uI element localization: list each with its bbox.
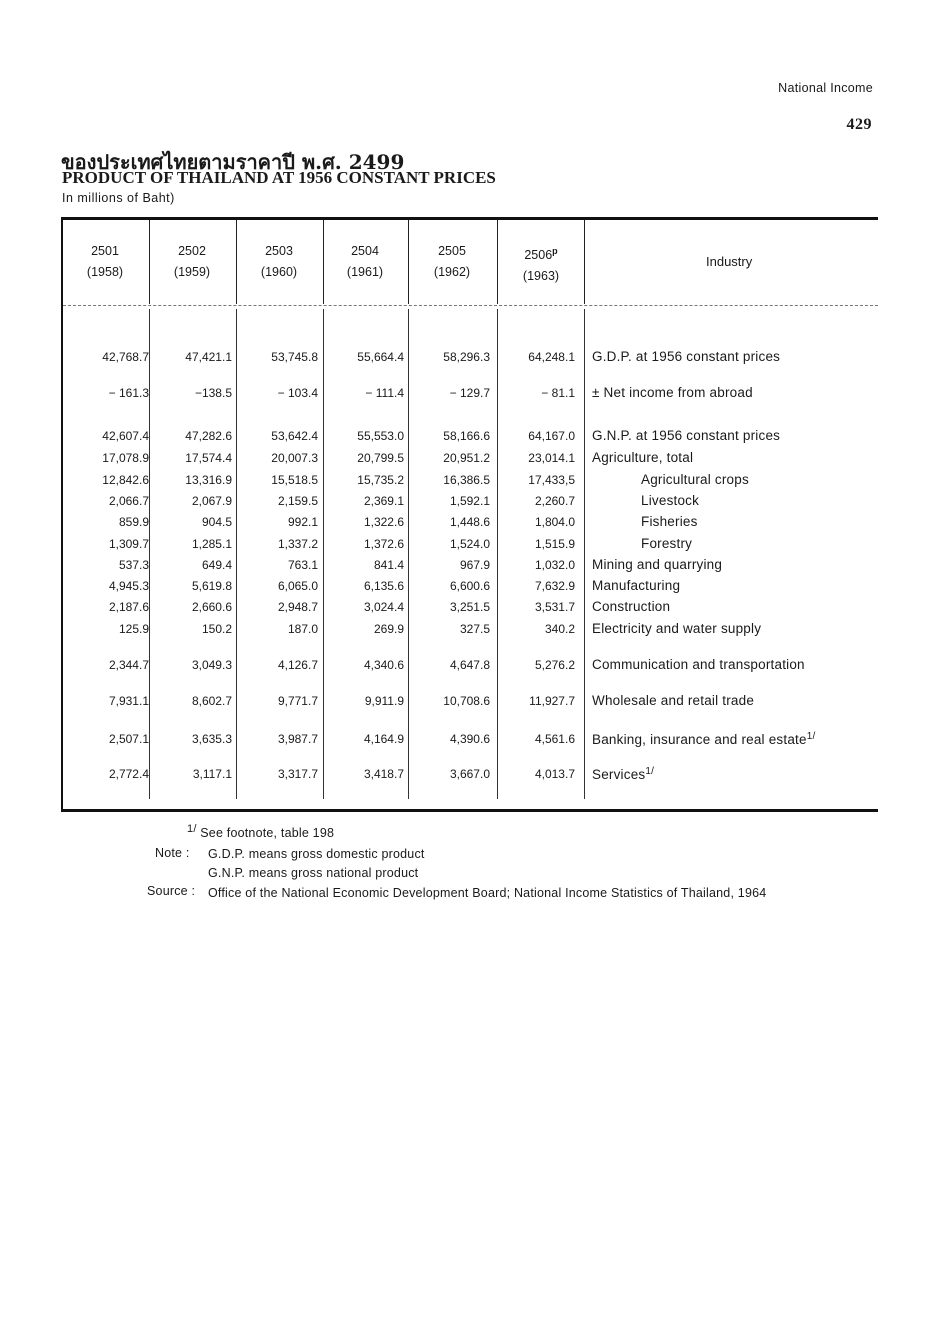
table-cell: 6,600.6 bbox=[449, 579, 490, 593]
table-cell: 3,987.7 bbox=[277, 732, 318, 746]
table-cell: 3,531.7 bbox=[534, 600, 575, 614]
table-cell: 4,126.7 bbox=[277, 658, 318, 672]
table-cell: 4,164.9 bbox=[363, 732, 404, 746]
table-cell: 2,159.5 bbox=[277, 494, 318, 508]
table-cell: 340.2 bbox=[544, 622, 575, 636]
table-cell: 2,772.4 bbox=[108, 767, 149, 781]
industry-label-text: Electricity and water supply bbox=[592, 621, 762, 636]
table-cell: 4,647.8 bbox=[449, 658, 490, 672]
industry-label-text: Fisheries bbox=[641, 514, 698, 529]
table-cell: 2,067.9 bbox=[191, 494, 232, 508]
footnote-marker: 1/ bbox=[645, 766, 655, 777]
industry-label-text: Wholesale and retail trade bbox=[592, 693, 755, 708]
table-cell: 3,418.7 bbox=[363, 767, 404, 781]
table-cell: 967.9 bbox=[459, 558, 490, 572]
table-cell: 53,745.8 bbox=[271, 350, 318, 364]
table-cell: − 103.4 bbox=[277, 386, 318, 400]
table-row bbox=[61, 473, 878, 493]
header-year-ce: (1961) bbox=[346, 265, 384, 279]
note-label: Note : bbox=[155, 846, 190, 860]
table-cell: 17,433,5 bbox=[528, 473, 575, 487]
table-cell: − 111.4 bbox=[365, 386, 404, 400]
table-cell: 269.9 bbox=[373, 622, 404, 636]
header-year-ce: (1958) bbox=[86, 265, 124, 279]
table-cell: 4,561.6 bbox=[534, 732, 575, 746]
table-cell: 5,619.8 bbox=[191, 579, 232, 593]
note-line: G.N.P. means gross national product bbox=[208, 866, 419, 880]
table-cell: 537.3 bbox=[118, 558, 149, 572]
table-cell: 13,316.9 bbox=[185, 473, 232, 487]
industry-label-text: Banking, insurance and real estate bbox=[592, 732, 807, 747]
industry-label bbox=[592, 428, 780, 443]
table-row bbox=[61, 537, 878, 557]
table-cell: 2,260.7 bbox=[534, 494, 575, 508]
industry-label bbox=[641, 514, 698, 529]
table-cell: 187.0 bbox=[287, 622, 318, 636]
industry-label-text: G.N.P. at 1956 constant prices bbox=[592, 428, 781, 443]
table-row bbox=[61, 579, 878, 599]
table-cell: 9,911.9 bbox=[364, 694, 404, 708]
table-title-thai: ของประเทศไทยตามราคาปี พ.ศ. 2499 bbox=[61, 150, 405, 174]
table-cell: 4,340.6 bbox=[363, 658, 404, 672]
table-row bbox=[61, 429, 878, 449]
industry-label bbox=[592, 450, 693, 465]
table-cell: 2,066.7 bbox=[108, 494, 149, 508]
table-cell: 3,117.1 bbox=[192, 767, 232, 781]
table-cell: 5,276.2 bbox=[534, 658, 575, 672]
table-row bbox=[61, 767, 878, 787]
footnote-text: See footnote, table 198 bbox=[200, 826, 335, 840]
table-cell: 649.4 bbox=[201, 558, 232, 572]
header-year-be: 2503 bbox=[265, 244, 293, 258]
table-cell: 20,951.2 bbox=[443, 451, 490, 465]
running-head: National Income bbox=[778, 81, 873, 95]
table-bottom-rule bbox=[61, 809, 878, 812]
industry-label-text: Services bbox=[592, 767, 646, 782]
table-cell: 763.1 bbox=[287, 558, 318, 572]
industry-label-text: Mining and quarrying bbox=[592, 557, 723, 572]
table-title-english: PRODUCT OF THAILAND AT 1956 CONSTANT PRICES bbox=[62, 168, 496, 187]
header-year-be: 2506 bbox=[524, 248, 553, 263]
industry-label-text: Agricultural crops bbox=[641, 472, 749, 487]
table-cell: 2,369.1 bbox=[363, 494, 404, 508]
table-cell: 2,187.6 bbox=[108, 600, 149, 614]
industry-header: Industry bbox=[706, 254, 753, 269]
header-1961 bbox=[335, 241, 395, 283]
table-cell: 992.1 bbox=[287, 515, 318, 529]
table-cell: 47,421.1 bbox=[185, 350, 232, 364]
industry-label bbox=[592, 766, 654, 782]
source-label: Source : bbox=[147, 884, 196, 898]
header-year-ce: (1962) bbox=[433, 265, 471, 279]
header-1959 bbox=[162, 241, 222, 283]
table-cell: 53,642.4 bbox=[271, 429, 318, 443]
table-cell: 20,007.3 bbox=[271, 451, 318, 465]
industry-label-text: Forestry bbox=[641, 536, 693, 551]
source-text: Office of the National Economic Development Board; National Income Statistics of Thailand, 1964 bbox=[208, 886, 767, 900]
header-1963 bbox=[509, 241, 573, 287]
header-year-ce: (1963) bbox=[522, 269, 560, 284]
table-cell: 15,518.5 bbox=[271, 473, 318, 487]
table-cell: 3,317.7 bbox=[277, 767, 318, 781]
table-cell: 2,507.1 bbox=[108, 732, 149, 746]
table-cell: 125.9 bbox=[118, 622, 149, 636]
table-row bbox=[61, 515, 878, 535]
industry-label-text: Communication and transportation bbox=[592, 657, 805, 672]
table-row bbox=[61, 558, 878, 578]
column-divider bbox=[323, 220, 324, 304]
industry-label-text: G.D.P. at 1956 constant prices bbox=[592, 349, 781, 364]
table-cell: 17,078.9 bbox=[102, 451, 149, 465]
table-cell: 1,524.0 bbox=[449, 537, 490, 551]
note-line: G.D.P. means gross domestic product bbox=[208, 847, 425, 861]
industry-label bbox=[592, 599, 670, 614]
industry-label bbox=[592, 557, 722, 572]
table-cell: 47,282.6 bbox=[185, 429, 232, 443]
table-cell: 3,049.3 bbox=[191, 658, 232, 672]
footnote bbox=[187, 823, 334, 840]
industry-label bbox=[592, 693, 754, 708]
table-cell: 150.2 bbox=[201, 622, 232, 636]
table-cell: 15,735.2 bbox=[357, 473, 404, 487]
table-cell: 1,372.6 bbox=[363, 537, 404, 551]
industry-label bbox=[641, 472, 749, 487]
industry-label-text: Livestock bbox=[641, 493, 700, 508]
footnote-marker: 1/ bbox=[806, 731, 816, 742]
header-1962 bbox=[422, 241, 482, 283]
table-cell: 1,448.6 bbox=[449, 515, 490, 529]
industry-label bbox=[592, 349, 780, 364]
table-cell: 2,660.6 bbox=[191, 600, 232, 614]
table-cell: 841.4 bbox=[373, 558, 404, 572]
header-1958 bbox=[75, 241, 135, 283]
header-year-ce: (1959) bbox=[173, 265, 211, 279]
table-cell: 2,344.7 bbox=[108, 658, 149, 672]
table-cell: 1,337.2 bbox=[277, 537, 318, 551]
table-cell: 16,386.5 bbox=[443, 473, 490, 487]
industry-label-text: ± Net income from abroad bbox=[592, 385, 753, 400]
table-cell: 64,167.0 bbox=[528, 429, 575, 443]
table-cell: 2,948.7 bbox=[277, 600, 318, 614]
table-cell: 42,607.4 bbox=[102, 429, 149, 443]
table-cell: − 129.7 bbox=[449, 386, 490, 400]
table-row bbox=[61, 622, 878, 642]
header-1960 bbox=[249, 241, 309, 283]
table-cell: 904.5 bbox=[201, 515, 232, 529]
table-cell: 7,632.9 bbox=[534, 579, 575, 593]
header-year-be: 2505 bbox=[438, 244, 466, 258]
table-cell: 1,322.6 bbox=[363, 515, 404, 529]
industry-label-text: Construction bbox=[592, 599, 671, 614]
table-cell: 11,927.7 bbox=[529, 694, 575, 708]
industry-label bbox=[592, 578, 680, 593]
table-cell: 1,285.1 bbox=[191, 537, 232, 551]
units-note: In millions of Baht) bbox=[62, 191, 175, 205]
table-cell: 64,248.1 bbox=[528, 350, 575, 364]
table-cell: 20,799.5 bbox=[357, 451, 404, 465]
industry-label-text: Agriculture, total bbox=[592, 450, 694, 465]
table-cell: 55,553.0 bbox=[357, 429, 404, 443]
header-year-ce: (1960) bbox=[260, 265, 298, 279]
table-cell: 1,804.0 bbox=[534, 515, 575, 529]
table-cell: 1,032.0 bbox=[534, 558, 575, 572]
column-divider bbox=[149, 220, 150, 304]
preliminary-marker: p bbox=[552, 246, 558, 256]
table-row bbox=[61, 451, 878, 471]
industry-label bbox=[592, 731, 815, 747]
table-cell: 12,842.6 bbox=[102, 473, 149, 487]
industry-label-text: Manufacturing bbox=[592, 578, 681, 593]
header-year-be: 2504 bbox=[351, 244, 379, 258]
table-cell: −138.5 bbox=[194, 386, 232, 400]
table-cell: 3,251.5 bbox=[449, 600, 490, 614]
table-cell: 9,771.7 bbox=[277, 694, 318, 708]
table-cell: − 81.1 bbox=[541, 386, 575, 400]
table-cell: 1,309.7 bbox=[108, 537, 149, 551]
table-cell: 8,602.7 bbox=[191, 694, 232, 708]
table-cell: 4,945.3 bbox=[108, 579, 149, 593]
table-cell: 1,592.1 bbox=[449, 494, 490, 508]
table-cell: 58,296.3 bbox=[443, 350, 490, 364]
table-cell: 17,574.4 bbox=[185, 451, 232, 465]
table-cell: 6,065.0 bbox=[277, 579, 318, 593]
table-cell: 327.5 bbox=[459, 622, 490, 636]
table-row bbox=[61, 494, 878, 514]
table-cell: 3,667.0 bbox=[449, 767, 490, 781]
column-divider bbox=[236, 220, 237, 304]
table-cell: 23,014.1 bbox=[528, 451, 575, 465]
industry-label bbox=[592, 621, 761, 636]
header-year-be: 2502 bbox=[178, 244, 206, 258]
data-table bbox=[61, 217, 878, 812]
table-cell: 55,664.4 bbox=[357, 350, 404, 364]
table-cell: 3,635.3 bbox=[191, 732, 232, 746]
footnote-marker: 1/ bbox=[187, 823, 197, 835]
table-cell: 58,166.6 bbox=[443, 429, 490, 443]
table-cell: − 161.3 bbox=[108, 386, 149, 400]
table-row bbox=[61, 386, 878, 406]
table-cell: 4,013.7 bbox=[534, 767, 575, 781]
page-number: 429 bbox=[846, 116, 872, 133]
table-cell: 7,931.1 bbox=[108, 694, 149, 708]
table-row bbox=[61, 694, 878, 714]
table-cell: 1,515.9 bbox=[534, 537, 575, 551]
table-cell: 3,024.4 bbox=[363, 600, 404, 614]
table-row bbox=[61, 350, 878, 370]
header-separator bbox=[63, 305, 878, 306]
industry-label bbox=[641, 493, 699, 508]
table-top-rule bbox=[61, 217, 878, 220]
table-cell: 4,390.6 bbox=[449, 732, 490, 746]
industry-label bbox=[592, 385, 753, 400]
table-row bbox=[61, 732, 878, 752]
column-divider bbox=[408, 220, 409, 304]
table-cell: 859.9 bbox=[118, 515, 149, 529]
table-cell: 10,708.6 bbox=[443, 694, 490, 708]
table-cell: 42,768.7 bbox=[102, 350, 149, 364]
column-divider bbox=[584, 220, 585, 304]
table-row bbox=[61, 600, 878, 620]
table-cell: 6,135.6 bbox=[363, 579, 404, 593]
header-year-be: 2501 bbox=[91, 244, 119, 258]
industry-label bbox=[641, 536, 692, 551]
industry-label bbox=[592, 657, 805, 672]
table-row bbox=[61, 658, 878, 678]
column-divider bbox=[497, 220, 498, 304]
